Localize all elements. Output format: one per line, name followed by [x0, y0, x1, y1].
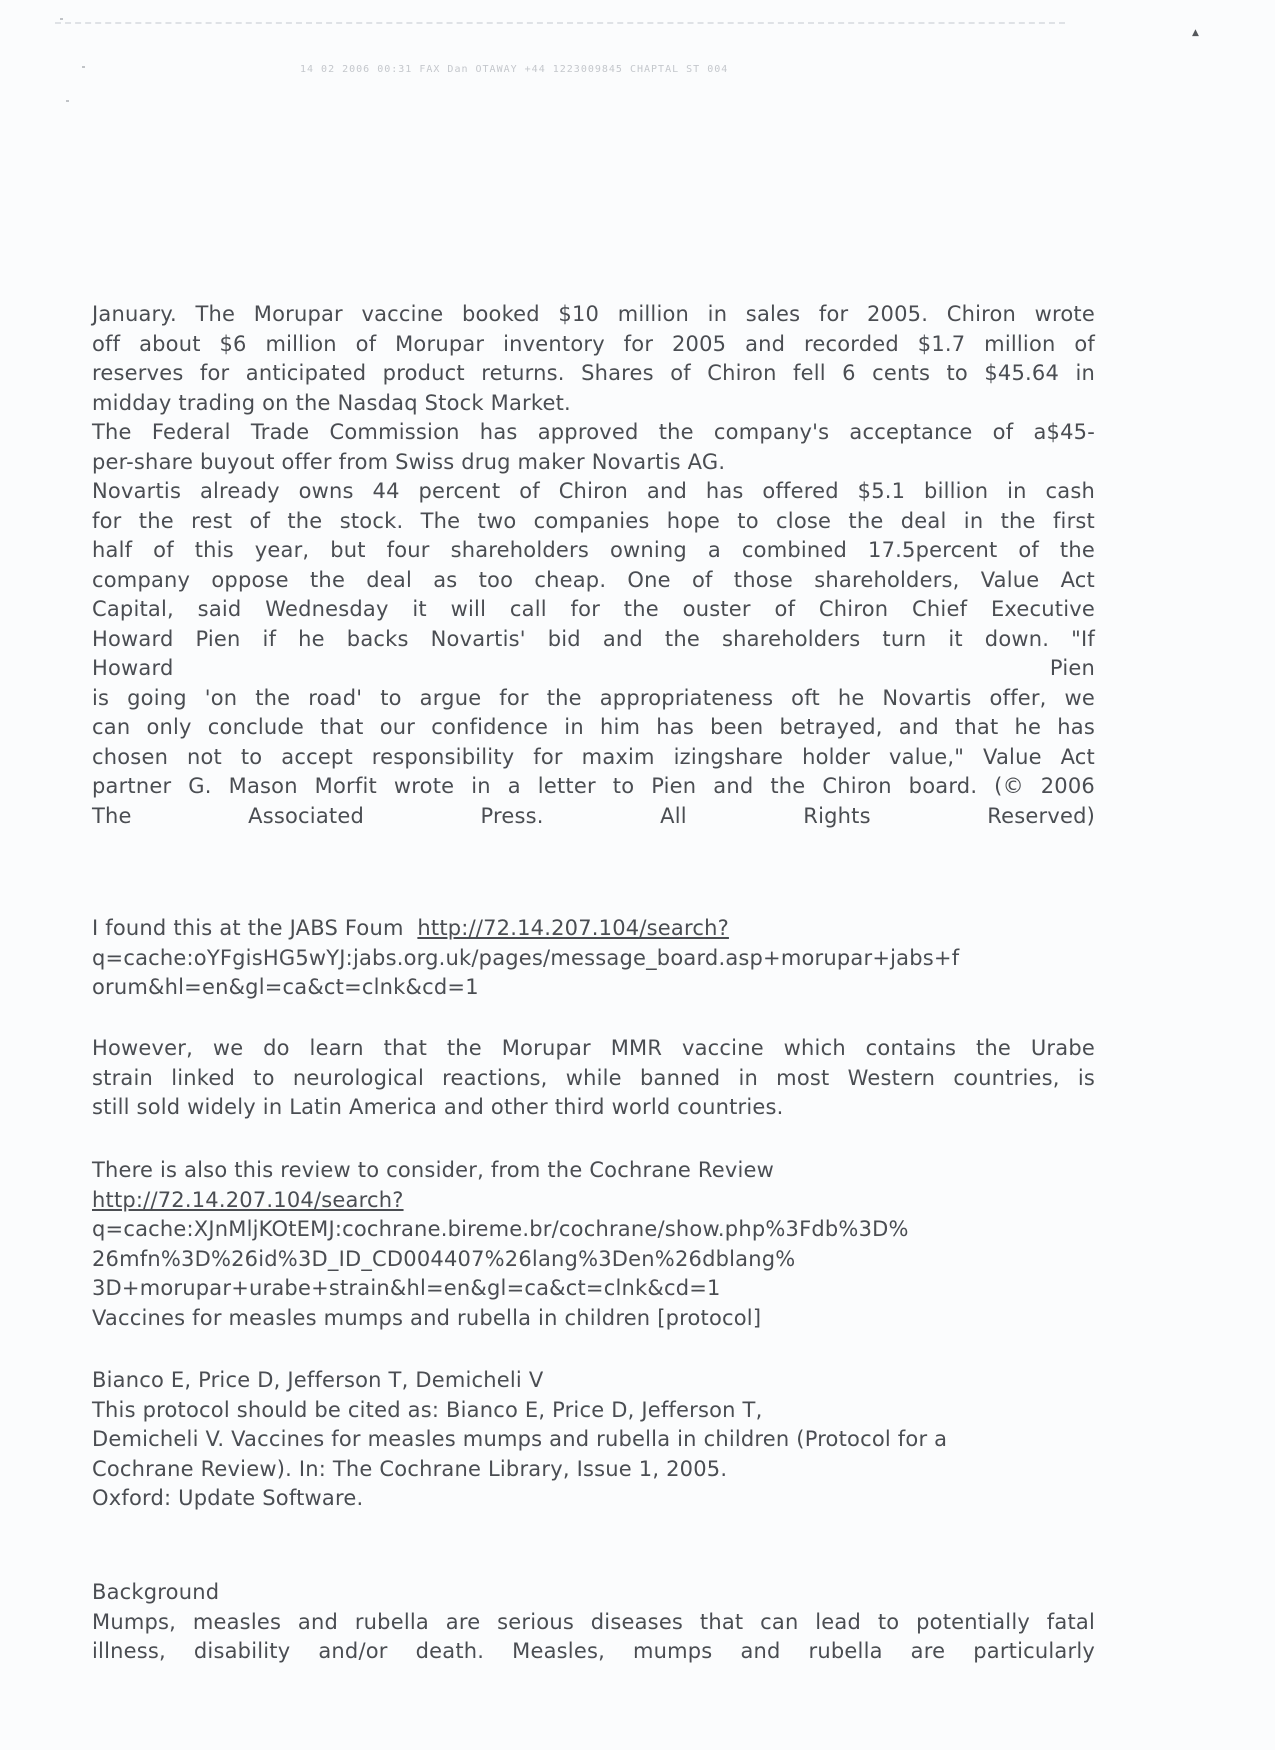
fax-header: 14 02 2006 00:31 FAX Dan OTAWAY +44 1223009845 CHAPTAL ST 004 — [300, 64, 729, 75]
cochrane-url-line: 3D+morupar+urabe+strain&hl=en&gl=ca&ct=clnk&cd=1 — [92, 1276, 721, 1300]
article-line: is going 'on the road' to argue for the appropriateness oft he Novartis offer, we — [92, 685, 1095, 710]
however-line: strain linked to neurological reactions, while banned in most Western countries, is — [92, 1065, 1095, 1090]
however-paragraph — [92, 1034, 1095, 1123]
background-line: Mumps, measles and rubella are serious diseases that can lead to potentially fatal — [92, 1609, 1095, 1634]
article-line: off about $6 million of Morupar inventory for 2005 and recorded $1.7 million of — [92, 331, 1095, 356]
background-heading: Background — [92, 1580, 220, 1604]
scan-speck — [66, 100, 69, 102]
jabs-line — [92, 914, 1095, 944]
article-text — [92, 300, 1095, 831]
citation-line: Cochrane Review). In: The Cochrane Library, Issue 1, 2005. — [92, 1456, 728, 1481]
citation-authors: Bianco E, Price D, Jefferson T, Demicheli V — [92, 1368, 544, 1392]
background-section — [92, 1578, 1095, 1667]
scan-mark-icon: ▲ — [1192, 28, 1199, 38]
article-line: per-share buyout offer from Swiss drug maker Novartis AG. — [92, 449, 726, 474]
jabs-link[interactable]: http://72.14.207.104/search? — [417, 916, 729, 940]
cochrane-url-line: q=cache:XJnMljKOtEMJ:cochrane.bireme.br/cochrane/show.php%3Fdb%3D% — [92, 1217, 909, 1241]
cochrane-section — [92, 1156, 1095, 1333]
jabs-section — [92, 914, 1095, 1003]
article-line: partner G. Mason Morfit wrote in a letter to Pien and the Chiron board. (© 2006 — [92, 774, 1095, 798]
article-line: Howard Pien — [92, 656, 1095, 680]
article-line: January. The Morupar vaccine booked $10 million in sales for 2005. Chiron wrote — [92, 302, 1095, 326]
jabs-url-line: q=cache:oYFgisHG5wYJ:jabs.org.uk/pages/message_board.asp+morupar+jabs+f — [92, 945, 960, 970]
article-line: company oppose the deal as too cheap. One of those shareholders, Value Act — [92, 567, 1095, 592]
scan-speck — [60, 18, 63, 20]
article-line: can only conclude that our confidence in him has been betrayed, and that he has — [92, 715, 1095, 739]
jabs-intro: I found this at the JABS Foum — [92, 916, 404, 940]
citation-line: Demicheli V. Vaccines for measles mumps and rubella in children (Protocol for a — [92, 1427, 948, 1451]
however-line: still sold widely in Latin America and other third world countries. — [92, 1095, 784, 1119]
cochrane-intro: There is also this review to consider, from the Cochrane Review — [92, 1158, 775, 1182]
background-line: illness, disability and/or death. Measles, mumps and rubella are particularly — [92, 1639, 1095, 1663]
citation-line: This protocol should be cited as: Bianco E, Price D, Jefferson T, — [92, 1397, 763, 1422]
citation-section — [92, 1366, 1095, 1514]
scan-speck — [82, 66, 85, 68]
article-line: chosen not to accept responsibility for maxim izingshare holder value," Value Act — [92, 744, 1095, 769]
citation-line: Oxford: Update Software. — [92, 1486, 364, 1510]
article-line: The Federal Trade Commission has approved the company's acceptance of a$45- — [92, 420, 1095, 444]
article-line: Novartis already owns 44 percent of Chiron and has offered $5.1 billion in cash — [92, 479, 1095, 503]
article-line: midday trading on the Nasdaq Stock Market. — [92, 390, 571, 415]
article-line: half of this year, but four shareholders owning a combined 17.5percent of the — [92, 538, 1095, 562]
article-line: for the rest of the stock. The two companies hope to close the deal in the first — [92, 508, 1095, 533]
article-line: Howard Pien if he backs Novartis' bid and the shareholders turn it down. "If — [92, 626, 1095, 651]
article-line: reserves for anticipated product returns. Shares of Chiron fell 6 cents to $45.64 in — [92, 361, 1095, 385]
however-line: However, we do learn that the Morupar MMR vaccine which contains the Urabe — [92, 1036, 1095, 1060]
cochrane-link[interactable]: http://72.14.207.104/search? — [92, 1187, 404, 1212]
jabs-url-line: orum&hl=en&gl=ca&ct=clnk&cd=1 — [92, 975, 479, 999]
cochrane-title: Vaccines for measles mumps and rubella in children [protocol] — [92, 1305, 762, 1330]
scan-edge-line — [55, 22, 1065, 25]
article-line: The Associated Press. All Rights Reserved) — [92, 803, 1095, 828]
cochrane-url-line: 26mfn%3D%26id%3D_ID_CD004407%26lang%3Den%26dblang% — [92, 1246, 796, 1271]
article-line: Capital, said Wednesday it will call for the ouster of Chiron Chief Executive — [92, 597, 1095, 621]
